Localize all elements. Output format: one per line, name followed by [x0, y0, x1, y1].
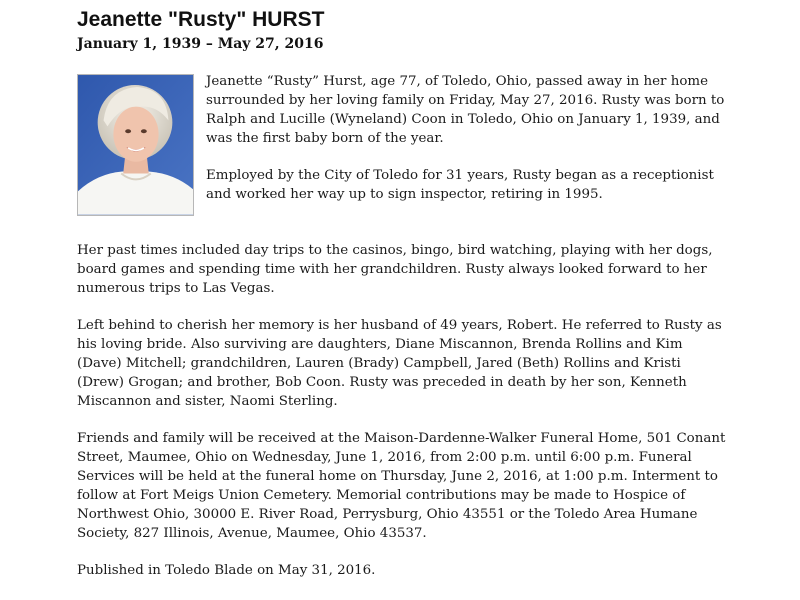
paragraph-pastimes: Her past times included day trips to the casinos, bingo, bird watching, playing with her dogs, board games and spending time with her grandchildren. Rusty always looked forward to her numerous trips to Las Vegas.: [77, 243, 713, 296]
portrait-icon: [78, 75, 193, 215]
paragraph-employment: Employed by the City of Toledo for 31 years, Rusty began as a receptionist and worked her way up to sign inspector, retiring in 1995.: [206, 168, 714, 202]
paragraph-services: Friends and family will be received at the Maison-Dardenne-Walker Funeral Home, 501 Conant Street, Maumee, Ohio on Wednesday, June 1, 2016, from 2:00 p.m. until 6:00 p.m. Funeral Services will be held at the funeral home on Thursday, June 2, 2016, at 1:00 p.m. Interment to follow at Fort Meigs Union Cemetery. Memorial contributions may be made to Hospice of Northwest Ohio, 30000 E. River Road, Perrysburg, Ohio 43551 or the Toledo Area Humane Society, 827 Illinois, Avenue, Maumee, Ohio 43537.: [77, 431, 726, 541]
life-dates: January 1, 1939 – May 27, 2016: [77, 36, 324, 52]
intro-text: [206, 72, 726, 222]
paragraph-survivors: Left behind to cherish her memory is her husband of 49 years, Robert. He referred to Rusty as his loving bride. Also surviving are daughters, Diane Miscannon, Brenda Rollins and Kim (Dave) Mitchell; grandchildren, Lauren (Brady) Campbell, Jared (Beth) Rollins and Kristi (Drew) Grogan; and brother, Bob Coon. Rusty was preceded in death by her son, Kenneth Miscannon and sister, Naomi Sterling.: [77, 318, 722, 409]
portrait-photo: [77, 74, 194, 216]
paragraph-publication: Published in Toledo Blade on May 31, 2016.: [77, 563, 376, 578]
obituary-name: Jeanette "Rusty" HURST: [77, 8, 325, 31]
paragraph-intro: Jeanette “Rusty” Hurst, age 77, of Toledo, Ohio, passed away in her home surrounded by her loving family on Friday, May 27, 2016. Rusty was born to Ralph and Lucille (Wyneland) Coon in Toledo, Ohio on January 1, 1939, and was the first baby born of the year.: [206, 74, 725, 146]
obituary-body: [77, 241, 727, 598]
